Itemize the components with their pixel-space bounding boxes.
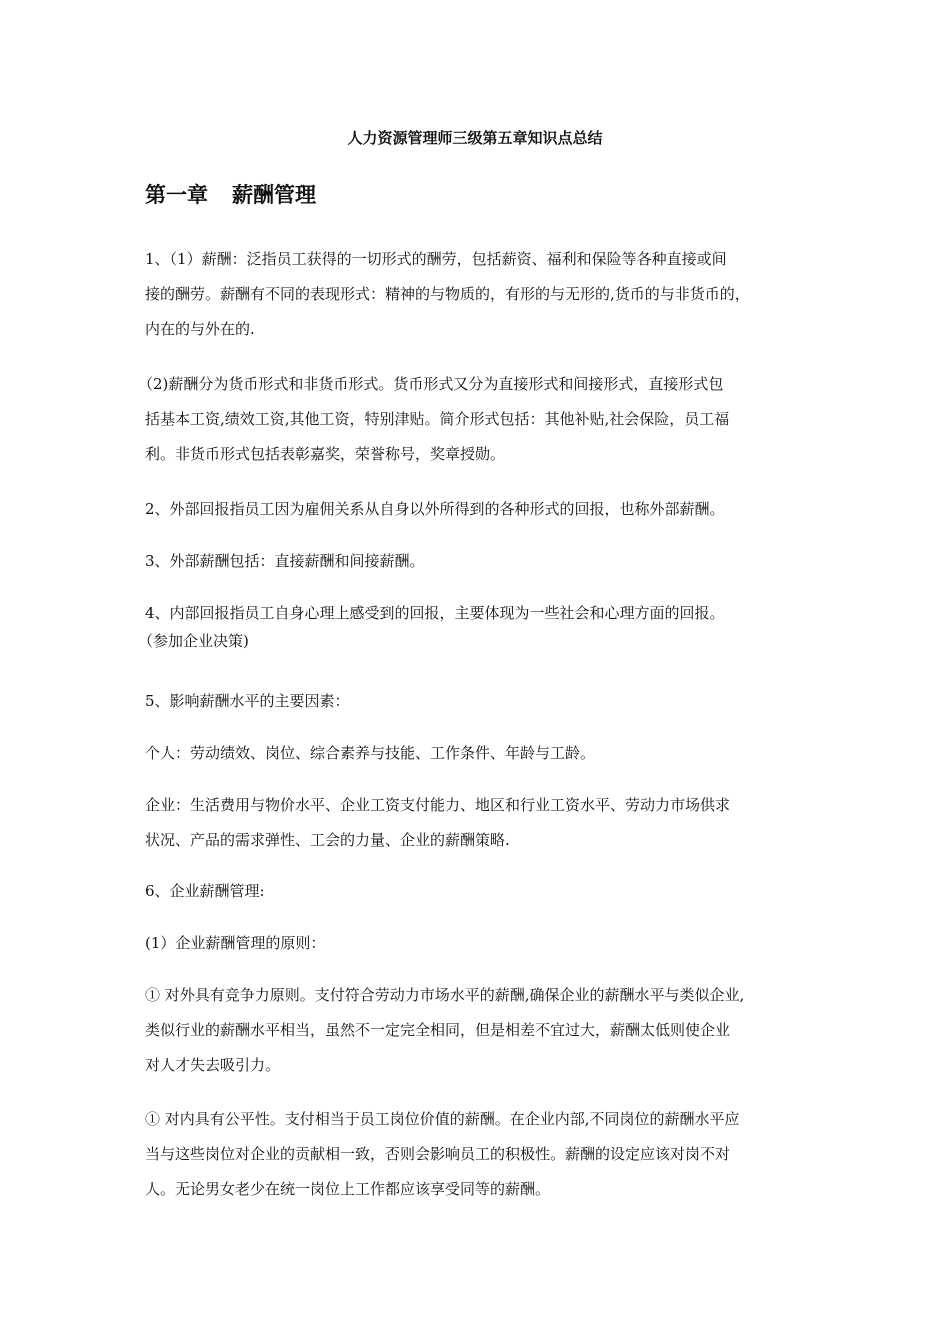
text-line: 企业：生活费用与物价水平、企业工资支付能力、地区和行业工资水平、劳动力市场供求: [145, 796, 731, 814]
text-line: (1）企业薪酬管理的原则：: [145, 934, 326, 952]
text-line: 当与这些岗位对企业的贡献相一致，否则会影响员工的积极性。薪酬的设定应该对岗不对: [145, 1145, 731, 1163]
text-line: ① 对内具有公平性。支付相当于员工岗位价值的薪酬。在企业内部,不同岗位的薪酬水平应: [145, 1110, 740, 1128]
text-line: 类似行业的薪酬水平相当，虽然不一定完全相同，但是相差不宜过大，薪酬太低则使企业: [145, 1021, 731, 1039]
text-line: （参加企业决策): [138, 632, 249, 650]
paragraph: [138, 596, 815, 655]
paragraph: [145, 926, 815, 961]
text-line: 5、影响薪酬水平的主要因素：: [145, 692, 350, 710]
text-line: 状况、产品的需求弹性、工会的力量、企业的薪酬策略.: [145, 831, 510, 849]
paragraph: [145, 736, 815, 771]
paragraph: [145, 788, 815, 858]
document-title: 人力资源管理师三级第五章知识点总结: [347, 129, 603, 147]
paragraph: [145, 544, 815, 579]
chapter-number: 第一章: [145, 182, 208, 207]
text-line: 个人：劳动绩效、岗位、综合素养与技能、工作条件、年龄与工龄。: [145, 744, 596, 762]
text-line: 1、（1）薪酬：泛指员工获得的一切形式的酬劳，包括薪资、福利和保险等各种直接或间: [145, 250, 727, 268]
text-line: 4、内部回报指员工自身心理上感受到的回报，主要体现为一些社会和心理方面的回报。: [145, 604, 725, 622]
text-line: 人。无论男女老少在统一岗位上工作都应该享受同等的薪酬。: [145, 1180, 551, 1198]
text-line: 利。非货币形式包括表彰嘉奖，荣誉称号，奖章授勋。: [145, 445, 506, 463]
text-line: 内在的与外在的.: [145, 320, 255, 338]
paragraph: [138, 367, 808, 472]
text-line: 2、外部回报指员工因为雇佣关系从自身以外所得到的各种形式的回报，也称外部薪酬。: [145, 500, 725, 518]
chapter-name: 薪酬管理: [232, 182, 316, 207]
text-line: 对人才失去吸引力。: [145, 1056, 281, 1074]
paragraph: [145, 684, 815, 719]
text-line: 括基本工资,绩效工资,其他工资，特别津贴。简介形式包括：其他补贴,社会保险，员工福: [145, 410, 730, 428]
chapter-heading: [145, 180, 316, 210]
paragraph: [145, 1102, 815, 1207]
text-line: 6、企业薪酬管理:: [145, 882, 265, 900]
text-line: 3、外部薪酬包括：直接薪酬和间接薪酬。: [145, 552, 425, 570]
text-line: ① 对外具有竞争力原则。支付符合劳动力市场水平的薪酬,确保企业的薪酬水平与类似企业,: [145, 986, 745, 1004]
text-line: （2)薪酬分为货币形式和非货币形式。货币形式又分为直接形式和间接形式，直接形式包: [138, 375, 724, 393]
paragraph: [145, 978, 815, 1083]
paragraph: [145, 874, 815, 909]
paragraph: [145, 242, 815, 347]
text-line: 接的酬劳。薪酬有不同的表现形式：精神的与物质的，有形的与无形的,货币的与非货币的，: [145, 285, 750, 303]
paragraph: [145, 492, 815, 527]
